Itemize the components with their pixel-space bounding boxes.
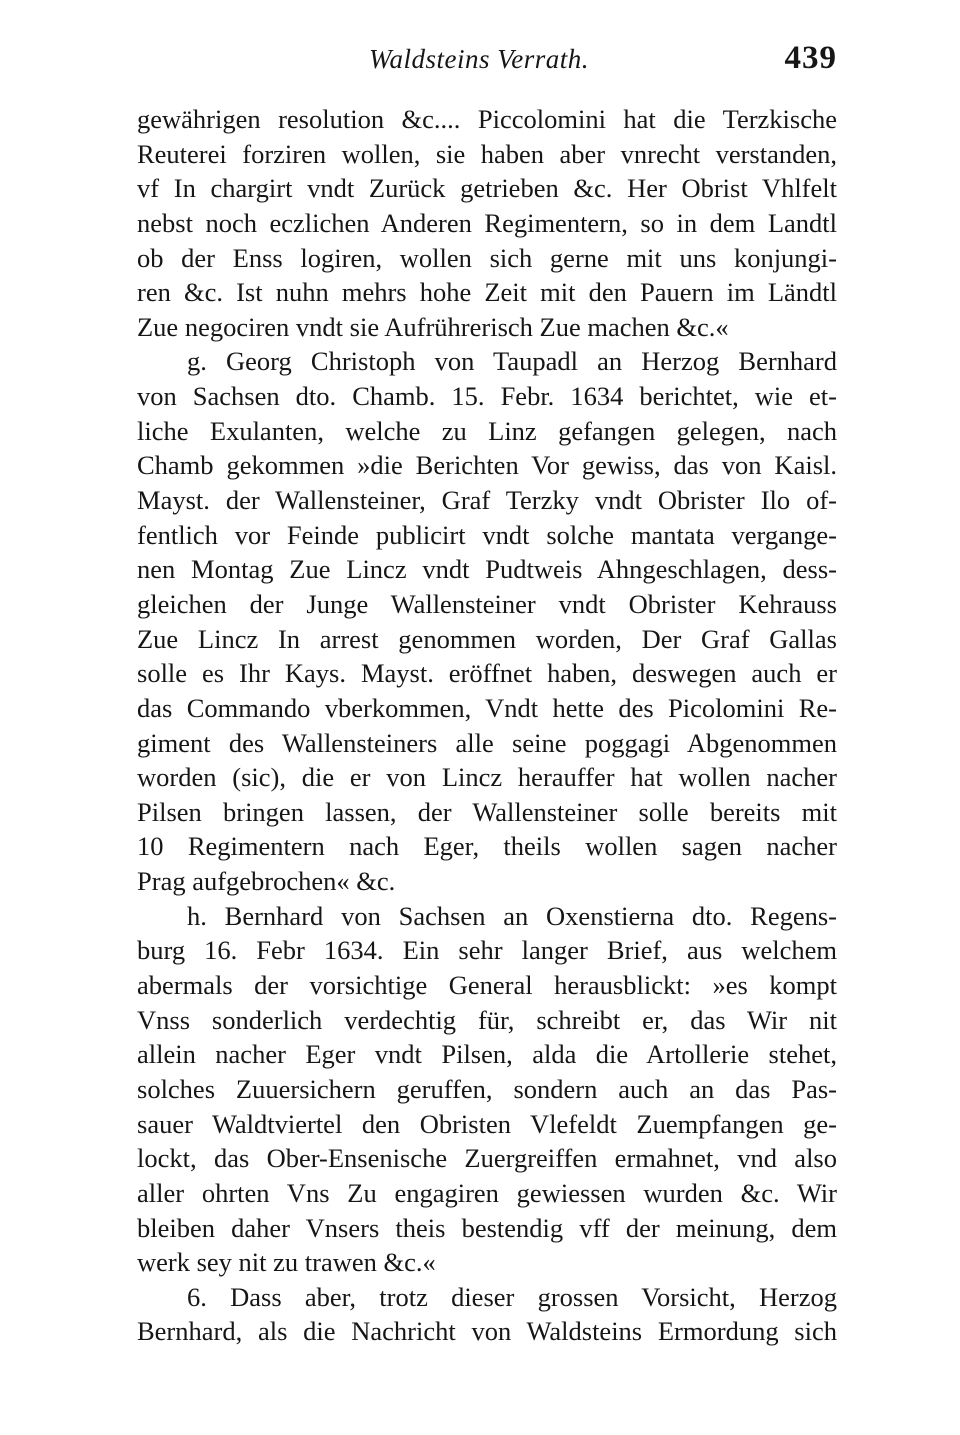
text-line: gleichen der Junge Wallensteiner vndt Obrister Kehrauss [137,588,837,619]
text-line: fentlich vor Feinde publicirt vndt solche mantata vergange- [137,519,837,550]
text-line: bleiben daher Vnsers theis bestendig vff der meinung, dem [137,1212,837,1243]
text-line: werk sey nit zu trawen &c.« [137,1247,436,1278]
text-line: das Commando vberkommen, Vndt hette des Picolomini Re- [137,692,837,723]
text-line: nen Montag Zue Lincz vndt Pudtweis Ahngeschlagen, dess- [137,554,837,585]
text-line: ren &c. Ist nuhn mehrs hohe Zeit mit den Pauern im Ländtl [137,277,837,308]
text-line: Reuterei forziren wollen, sie haben aber vnrecht verstanden, [137,138,837,169]
text-line: solle es Ihr Kays. Mayst. eröffnet haben, deswegen auch er [137,658,837,689]
text-line: worden (sic), die er von Lincz herauffer hat wollen nacher [137,762,837,793]
text-line: allein nacher Eger vndt Pilsen, alda die Artollerie stehet, [137,1039,837,1070]
text-line: Mayst. der Wallensteiner, Graf Terzky vndt Obrister Ilo of- [137,485,837,516]
text-line: Chamb gekommen »die Berichten Vor gewiss, das von Kaisl. [137,450,837,481]
text-line: Prag aufgebrochen« &c. [137,866,396,897]
text-line: Pilsen bringen lassen, der Wallensteiner solle bereits mit [137,796,837,827]
text-line: g. Georg Christoph von Taupadl an Herzog Bernhard [187,346,837,377]
page-number: 439 [784,40,837,76]
text-line: Bernhard, als die Nachricht von Waldsteins Ermordung sich [137,1316,837,1347]
running-head [137,40,837,90]
text-line: sauer Waldtviertel den Obristen Vlefeldt Zuempfangen ge- [137,1108,837,1139]
text-line: Zue Lincz In arrest genommen worden, Der Graf Gallas [137,623,837,654]
text-line: Zue negociren vndt sie Aufrührerisch Zue machen &c.« [137,311,729,342]
text-line: h. Bernhard von Sachsen an Oxenstierna dto. Regens- [187,900,837,931]
text-line: vf In chargirt vndt Zurück getrieben &c. Her Obrist Vhlfelt [137,173,837,204]
text-line: lockt, das Ober-Ensenische Zuergreiffen ermahnet, vnd also [137,1143,837,1174]
text-line: nebst noch eczlichen Anderen Regimentern, so in dem Landtl [137,207,837,238]
text-line: 6. Dass aber, trotz dieser grossen Vorsicht, Herzog [187,1281,837,1312]
text-line: von Sachsen dto. Chamb. 15. Febr. 1634 berichtet, wie et- [137,381,837,412]
text-line: giment des Wallensteiners alle seine poggagi Abgenommen [137,727,837,758]
text-line: Vnss sonderlich verdechtig für, schreibt er, das Wir nit [137,1004,837,1035]
text-line: liche Exulanten, welche zu Linz gefangen gelegen, nach [137,415,837,446]
text-line: gewährigen resolution &c.... Piccolomini hat die Terzkische [137,104,837,134]
text-line: aller ohrten Vns Zu engagiren gewiessen wurden &c. Wir [137,1177,837,1208]
running-title: Waldsteins Verrath. [369,44,590,74]
text-line: ob der Enss logiren, wollen sich gerne mit uns konjungi- [137,242,837,273]
body-text [137,102,837,1349]
text-line: burg 16. Febr 1634. Ein sehr langer Brief, aus welchem [137,935,837,966]
text-line: 10 Regimentern nach Eger, theils wollen sagen nacher [137,831,837,862]
text-line: abermals der vorsichtige General herausblickt: »es kompt [137,970,837,1001]
text-line: solches Zuuersichern geruffen, sondern auch an das Pas- [137,1073,837,1104]
